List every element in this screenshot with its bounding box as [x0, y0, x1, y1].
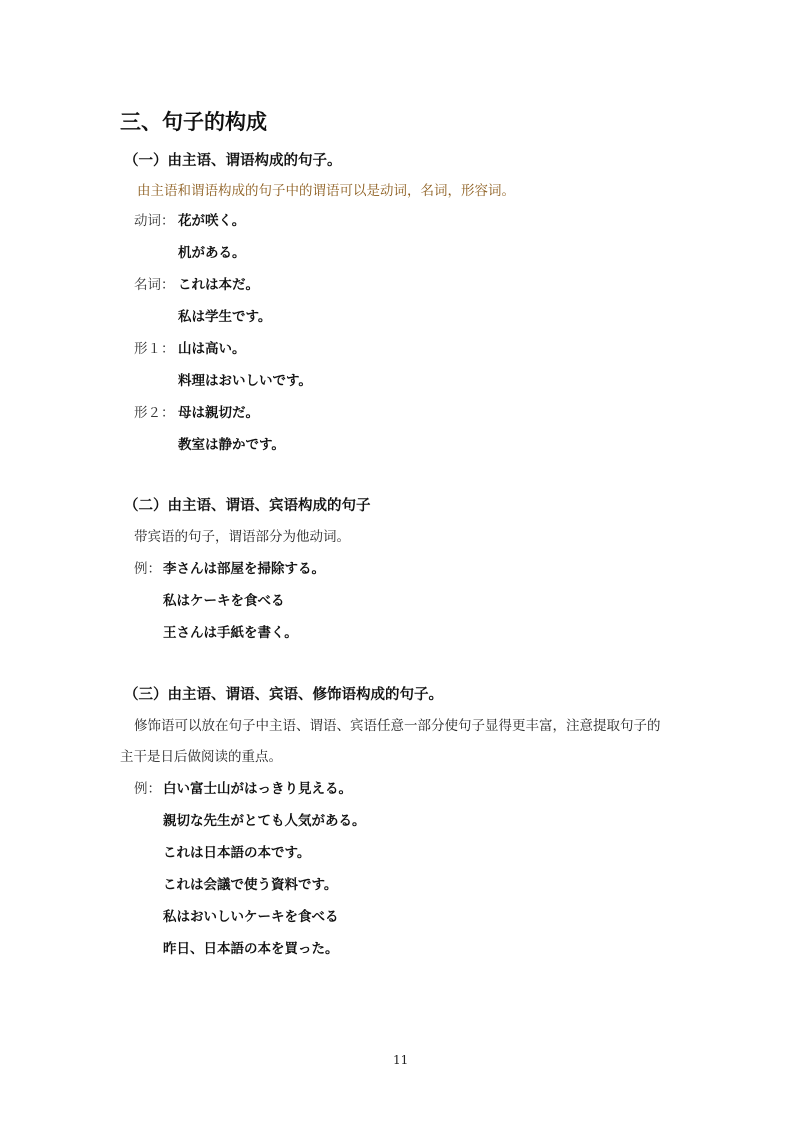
page-number: 11 [393, 1053, 409, 1067]
example-line: 私はおいしいケーキを食べる [163, 909, 339, 925]
section2-intro: 带宾语的句子，谓语部分为他动词。 [134, 529, 350, 545]
section1-heading: （一）由主语、谓语构成的句子。 [124, 153, 342, 169]
example-label: 例： [134, 781, 161, 797]
example-line: 白い富士山がはっきり見える。 [163, 781, 352, 797]
example-line: 山は高い。 [178, 341, 246, 357]
example-line: 花が咲く。 [178, 213, 246, 229]
example-line: これは日本語の本です。 [163, 845, 311, 861]
example-line: 昨日、日本語の本を買った。 [163, 941, 339, 957]
group-label-noun: 名词： [134, 277, 175, 293]
example-line: これは会議で使う資料です。 [163, 877, 338, 893]
group-label-adj1: 形１： [134, 341, 175, 357]
section3-intro-line2: 主干是日后做阅读的重点。 [120, 749, 282, 765]
section3-heading: （三）由主语、谓语、宾语、修饰语构成的句子。 [124, 687, 443, 703]
example-line: 教室は静かです。 [178, 437, 285, 453]
example-line: 親切な先生がとても人気がある。 [163, 813, 366, 829]
example-line: 母は親切だ。 [178, 405, 259, 421]
example-line: 私はケーキを食べる [163, 593, 285, 609]
example-label: 例： [134, 561, 161, 577]
group-label-adj2: 形２： [134, 405, 175, 421]
section2-heading: （二）由主语、谓语、宾语构成的句子 [124, 498, 371, 514]
example-line: 料理はおいしいです。 [178, 373, 312, 389]
example-line: 私は学生です。 [178, 309, 272, 325]
example-line: 王さんは手紙を書く。 [163, 625, 298, 641]
section1-intro: 由主语和谓语构成的句子中的谓语可以是动词，名词，形容词。 [137, 183, 515, 199]
page-title: 三、句子的构成 [120, 110, 267, 134]
group-label-verb: 动词： [134, 213, 175, 229]
section3-intro-line1: 修饰语可以放在句子中主语、谓语、宾语任意一部分使句子显得更丰富，注意提取句子的 [134, 718, 661, 734]
example-line: 李さんは部屋を掃除する。 [163, 561, 325, 577]
example-line: 机がある。 [178, 245, 246, 261]
example-line: これは本だ。 [178, 277, 259, 293]
